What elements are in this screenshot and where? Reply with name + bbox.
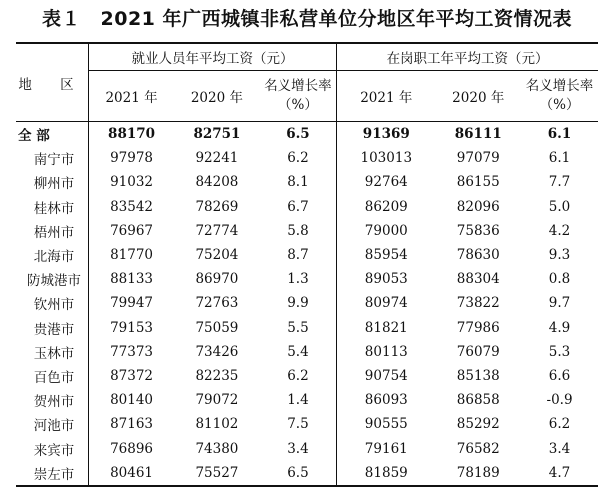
onpost-2021-cell: 86209 (337, 195, 436, 219)
onpost-2021-cell: 79000 (337, 219, 436, 243)
onpost-rate-cell: 4.2 (548, 222, 571, 239)
employed-2021-cell: 88133 (88, 267, 174, 291)
employed-rate-cell: 6.2 (287, 367, 309, 384)
region-cell: 北海市 (33, 249, 75, 266)
table-row (16, 243, 598, 267)
onpost-2021-cell: 81859 (337, 461, 436, 486)
region-cell: 贺州市 (33, 394, 75, 411)
employed-2020-cell: 84208 (195, 174, 239, 191)
wage-table (16, 42, 598, 487)
employed-rate-cell: 8.1 (287, 174, 309, 191)
region-cell: 河池市 (33, 418, 75, 435)
onpost-rate-cell: 4.9 (548, 319, 571, 336)
onpost-2021-cell: 80974 (337, 291, 436, 315)
employed-rate-cell: 3.4 (287, 440, 309, 457)
onpost-2021-cell: 86093 (337, 388, 436, 412)
onpost-2021-cell: 90754 (337, 364, 436, 388)
total-row (16, 122, 598, 147)
employed-rate-cell: 6.7 (287, 198, 309, 215)
employed-rate-cell: 5.5 (287, 319, 309, 336)
header-row-columns (16, 71, 598, 122)
onpost-rate-cell: 9.7 (548, 295, 571, 312)
region-cell: 贵港市 (33, 321, 75, 338)
region-cell: 柳州市 (33, 176, 75, 193)
table-row (16, 219, 598, 243)
employed-rate-cell: 1.3 (287, 271, 309, 288)
region-cell: 百色市 (33, 369, 75, 386)
employed-2020-cell: 72774 (195, 222, 239, 239)
employed-2021-cell: 76896 (88, 436, 174, 460)
onpost-rate-cell: 9.3 (548, 247, 571, 264)
onpost-2020-cell: 88304 (456, 271, 500, 288)
onpost-rate-cell: 4.7 (521, 461, 598, 486)
onpost-2021-cell: 103013 (337, 146, 436, 170)
table-row (16, 195, 598, 219)
region-cell: 桂林市 (33, 200, 75, 217)
region-cell: 玉林市 (33, 345, 75, 362)
employed-2020-cell: 73426 (195, 343, 239, 360)
header-row-group (16, 43, 598, 71)
employed-2021-cell: 79153 (88, 316, 174, 340)
table-row (16, 340, 598, 364)
employed-2020-cell: 82235 (195, 367, 239, 384)
onpost-2020-cell: 97079 (456, 150, 500, 167)
onpost-2020-cell: 86111 (454, 126, 502, 143)
onpost-2021-header: 2021 年 (337, 71, 436, 122)
onpost-2020-cell: 76079 (456, 343, 500, 360)
table-row (16, 267, 598, 291)
employed-2021-cell: 83542 (88, 195, 174, 219)
table-title: 表１ 2021 年广西城镇非私营单位分地区年平均工资情况表 (42, 8, 572, 30)
employed-2020-cell: 75204 (195, 247, 239, 264)
onpost-rate-header (521, 71, 598, 122)
onpost-2021-cell: 90555 (337, 412, 436, 436)
onpost-rate-cell: 5.0 (548, 198, 571, 215)
employed-2021-cell: 97978 (88, 146, 174, 170)
onpost-2020-cell: 86155 (456, 174, 500, 191)
region-cell: 钦州市 (33, 297, 75, 314)
employed-2021-cell: 77373 (88, 340, 174, 364)
onpost-rate-cell: 6.6 (548, 367, 571, 384)
onpost-2020-cell: 77986 (456, 319, 500, 336)
employed-rate-label: 名义增长率 (264, 78, 332, 94)
employed-2020-cell: 75059 (195, 319, 239, 336)
employed-2021-cell: 88170 (88, 122, 174, 147)
onpost-2020-cell: 85292 (456, 416, 500, 433)
onpost-rate-cell: 3.4 (548, 440, 571, 457)
employed-2020-cell: 86970 (195, 271, 239, 288)
employed-2021-cell: 80140 (88, 388, 174, 412)
table-row (16, 364, 598, 388)
employed-2020-cell: 78269 (195, 198, 239, 215)
employed-2020-cell: 74380 (195, 440, 239, 457)
region-cell: 全 部 (18, 128, 50, 145)
employed-rate-cell: 6.5 (286, 126, 310, 143)
onpost-2020-cell: 78189 (435, 461, 521, 486)
onpost-2020-cell: 73822 (456, 295, 500, 312)
employed-2020-header: 2020 年 (174, 71, 260, 122)
employed-rate-cell: 5.8 (287, 222, 309, 239)
onpost-rate-cell: 7.7 (548, 174, 571, 191)
employed-2021-cell: 79947 (88, 291, 174, 315)
onpost-rate-cell: 5.3 (548, 343, 571, 360)
onpost-2021-cell: 89053 (337, 267, 436, 291)
employed-rate-cell: 8.7 (287, 247, 309, 264)
employed-2021-cell: 87372 (88, 364, 174, 388)
employed-rate-cell: 6.2 (287, 150, 309, 167)
region-cell: 梧州市 (33, 224, 75, 241)
employed-group-header: 就业人员年平均工资（元） (88, 43, 336, 71)
onpost-rate-label: 名义增长率 (525, 78, 594, 94)
employed-2021-cell: 91032 (88, 170, 174, 194)
onpost-2020-header: 2020 年 (435, 71, 521, 122)
region-cell: 防城港市 (26, 273, 81, 290)
employed-rate-header (260, 71, 337, 122)
employed-rate-cell: 7.5 (287, 416, 309, 433)
employed-2021-cell: 81770 (88, 243, 174, 267)
onpost-2020-cell: 75836 (456, 222, 500, 239)
onpost-rate-cell: 0.8 (548, 271, 571, 288)
onpost-rate-unit: （%） (539, 97, 580, 113)
region-header: 地 区 (16, 43, 88, 122)
table-row (16, 170, 598, 194)
table-row (16, 461, 598, 486)
onpost-2020-cell: 76582 (456, 440, 500, 457)
employed-2020-cell: 82751 (193, 126, 241, 143)
employed-2020-cell: 81102 (195, 416, 239, 433)
region-cell: 崇左市 (16, 461, 88, 486)
table-row (16, 316, 598, 340)
onpost-2021-cell: 92764 (337, 170, 436, 194)
employed-2020-cell: 75527 (174, 461, 260, 486)
table-row (16, 388, 598, 412)
onpost-group-header: 在岗职工年平均工资（元） (337, 43, 598, 71)
employed-rate-cell: 5.4 (287, 343, 309, 360)
employed-2020-cell: 79072 (195, 392, 239, 409)
employed-rate-cell: 9.9 (287, 295, 309, 312)
employed-2020-cell: 92241 (195, 150, 239, 167)
onpost-2020-cell: 85138 (456, 367, 500, 384)
onpost-2021-cell: 80113 (337, 340, 436, 364)
employed-2021-cell: 87163 (88, 412, 174, 436)
employed-2021-cell: 80461 (88, 461, 174, 486)
region-cell: 来宾市 (33, 442, 75, 459)
onpost-rate-cell: 6.1 (547, 126, 572, 143)
onpost-2021-cell: 85954 (337, 243, 436, 267)
onpost-2020-cell: 86858 (456, 392, 500, 409)
onpost-2020-cell: 78630 (456, 247, 500, 264)
onpost-rate-cell: 6.2 (548, 416, 571, 433)
table-row (16, 412, 598, 436)
region-cell: 南宁市 (33, 152, 75, 169)
table-row (16, 146, 598, 170)
onpost-2021-cell: 91369 (337, 122, 436, 147)
employed-2020-cell: 72763 (195, 295, 239, 312)
onpost-2020-cell: 82096 (456, 198, 500, 215)
table-row (16, 436, 598, 460)
employed-rate-cell: 6.5 (260, 461, 337, 486)
employed-2021-cell: 76967 (88, 219, 174, 243)
onpost-rate-cell: -0.9 (546, 392, 573, 409)
onpost-rate-cell: 6.1 (548, 150, 571, 167)
table-row (16, 291, 598, 315)
employed-rate-cell: 1.4 (287, 392, 309, 409)
onpost-2021-cell: 79161 (337, 436, 436, 460)
employed-2021-header: 2021 年 (88, 71, 174, 122)
table-body (16, 122, 598, 486)
employed-rate-unit: （%） (278, 97, 318, 113)
onpost-2021-cell: 81821 (337, 316, 436, 340)
